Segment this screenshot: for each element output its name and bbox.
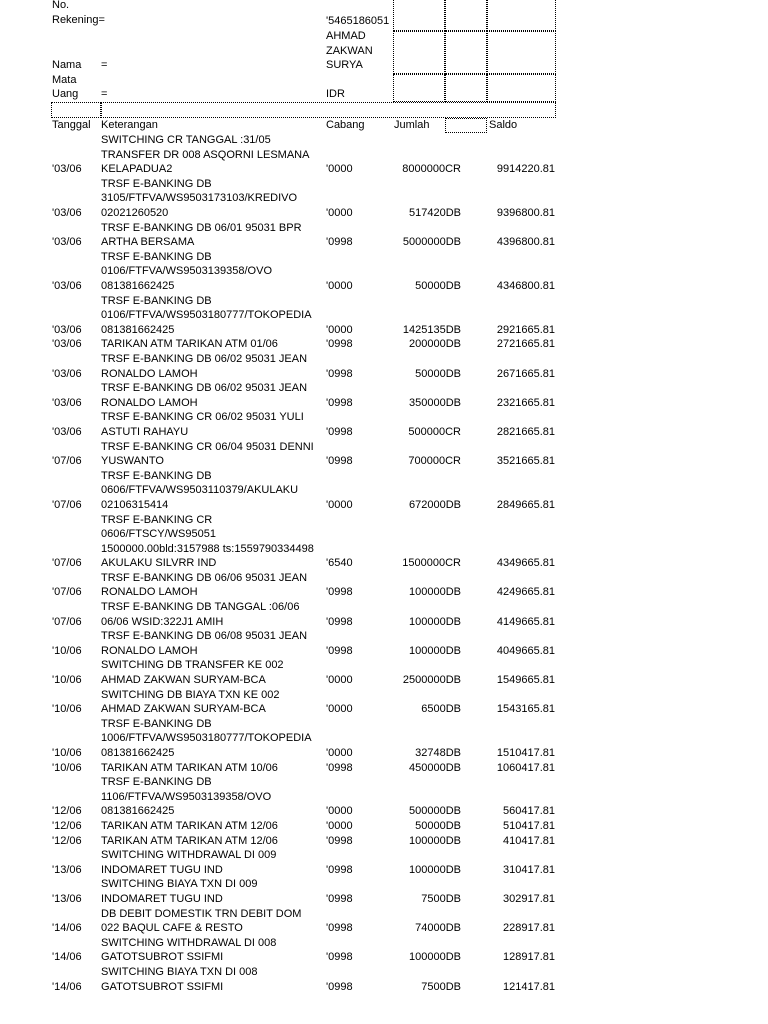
transaction-date: '03/06 bbox=[52, 396, 82, 409]
account-name-line-3: SURYA bbox=[326, 59, 363, 71]
transaction-date: '03/06 bbox=[52, 279, 82, 292]
transaction-date: '13/06 bbox=[52, 892, 82, 905]
transaction-branch: '0998 bbox=[326, 951, 353, 964]
transaction-amount: 74000DB bbox=[415, 922, 461, 935]
transaction-balance: 228917.81 bbox=[503, 922, 555, 935]
transaction-balance: 560417.81 bbox=[503, 805, 555, 818]
transaction-amount: 100000DB bbox=[409, 863, 461, 876]
description-line: 022 BAQUL CAFE & RESTO bbox=[101, 922, 243, 935]
transaction-balance: 1549665.81 bbox=[496, 674, 555, 687]
transaction-balance: 1543165.81 bbox=[496, 703, 555, 716]
transaction-row bbox=[0, 381, 768, 410]
transaction-date: '12/06 bbox=[52, 834, 82, 847]
description-line: RONALDO LAMOH bbox=[101, 396, 198, 409]
transaction-balance: 2921665.81 bbox=[496, 323, 555, 336]
transaction-amount: 200000DB bbox=[409, 338, 461, 351]
description-line: TRSF E-BANKING CR 06/04 95031 DENNI bbox=[101, 440, 314, 453]
header-cell-8 bbox=[445, 74, 487, 102]
description-line: TARIKAN ATM TARIKAN ATM 01/06 bbox=[101, 338, 278, 351]
header-cell-2 bbox=[445, 0, 487, 31]
transaction-row bbox=[0, 294, 768, 338]
transaction-balance: 4249665.81 bbox=[496, 586, 555, 599]
transaction-amount: 7500DB bbox=[421, 892, 461, 905]
description-line: TARIKAN ATM TARIKAN ATM 12/06 bbox=[101, 834, 278, 847]
column-header-amount: Jumlah bbox=[394, 119, 430, 131]
header-cell-3 bbox=[487, 0, 556, 31]
transaction-branch: '0998 bbox=[326, 644, 353, 657]
description-line: SWITCHING DB BIAYA TXN KE 002 bbox=[101, 688, 280, 701]
description-line: SWITCHING CR TANGGAL :31/05 bbox=[101, 134, 271, 146]
description-line: SWITCHING DB TRANSFER KE 002 bbox=[101, 659, 284, 672]
description-line: TRSF E-BANKING DB 06/08 95031 JEAN bbox=[101, 630, 308, 643]
description-line: 0606/FTFVA/WS9503110379/AKULAKU bbox=[101, 484, 299, 497]
description-line: TRSF E-BANKING DB bbox=[101, 776, 212, 789]
transaction-row bbox=[0, 761, 768, 776]
transaction-balance: 410417.81 bbox=[503, 834, 555, 847]
description-line: 0106/FTFVA/WS9503180777/TOKOPEDIA bbox=[101, 309, 312, 322]
description-line: 1106/FTFVA/WS9503139358/OVO bbox=[101, 790, 272, 803]
column-header-branch: Cabang bbox=[326, 119, 365, 131]
transaction-description bbox=[101, 469, 298, 513]
jumlah-header-cell bbox=[445, 118, 487, 133]
description-line: SWITCHING BIAYA TXN DI 008 bbox=[101, 965, 258, 978]
description-line: 081381662425 bbox=[101, 747, 175, 760]
transaction-branch: '0998 bbox=[326, 863, 353, 876]
description-line: ASTUTI RAHAYU bbox=[101, 425, 189, 438]
transaction-branch: '0000 bbox=[326, 805, 353, 818]
transaction-description bbox=[101, 965, 257, 994]
account-number: '5465186051 bbox=[326, 15, 390, 27]
description-line: TRSF E-BANKING DB TANGGAL :06/06 bbox=[101, 601, 300, 614]
transaction-row bbox=[0, 469, 768, 513]
transaction-amount: 100000DB bbox=[409, 834, 461, 847]
transaction-description bbox=[101, 571, 307, 600]
transaction-description bbox=[101, 819, 278, 834]
transaction-branch: '0998 bbox=[326, 396, 353, 409]
transaction-amount: 5000000DB bbox=[402, 236, 461, 249]
header-cell-9 bbox=[487, 74, 556, 102]
transaction-branch: '0000 bbox=[326, 674, 353, 687]
transaction-balance: 4349665.81 bbox=[496, 557, 555, 570]
transaction-description bbox=[101, 936, 276, 965]
transaction-amount: 517420DB bbox=[409, 206, 461, 219]
uang-equals: = bbox=[101, 88, 108, 100]
transaction-date: '10/06 bbox=[52, 761, 82, 774]
transaction-description bbox=[101, 834, 278, 849]
transaction-row bbox=[0, 848, 768, 877]
transaction-amount: 50000DB bbox=[415, 279, 461, 292]
header-cell-6 bbox=[487, 31, 556, 74]
transaction-branch: '0000 bbox=[326, 279, 353, 292]
description-line: TRSF E-BANKING DB bbox=[101, 469, 212, 482]
description-line: 0106/FTFVA/WS9503139358/OVO bbox=[101, 265, 272, 278]
transaction-date: '03/06 bbox=[52, 236, 82, 249]
transaction-branch: '0998 bbox=[326, 615, 353, 628]
transaction-balance: 4049665.81 bbox=[496, 644, 555, 657]
transaction-date: '14/06 bbox=[52, 980, 82, 993]
description-line: TARIKAN ATM TARIKAN ATM 10/06 bbox=[101, 761, 278, 774]
description-line: TRSF E-BANKING DB 06/02 95031 JEAN bbox=[101, 382, 308, 395]
transaction-amount: 500000DB bbox=[409, 805, 461, 818]
transaction-description bbox=[101, 658, 284, 687]
transaction-balance: 4396800.81 bbox=[496, 236, 555, 249]
transaction-row bbox=[0, 571, 768, 600]
transaction-amount: 1425135DB bbox=[402, 323, 461, 336]
nama-label: Nama bbox=[52, 59, 82, 71]
transaction-branch: '0000 bbox=[326, 498, 353, 511]
description-line: 081381662425 bbox=[101, 323, 175, 336]
transaction-branch: '0998 bbox=[326, 834, 353, 847]
transaction-balance: 510417.81 bbox=[503, 820, 555, 833]
description-line: RONALDO LAMOH bbox=[101, 644, 198, 657]
rekening-label: Rekening= bbox=[52, 14, 105, 26]
transaction-balance: 2721665.81 bbox=[496, 338, 555, 351]
description-line: 0606/FTSCY/WS95051 bbox=[101, 528, 216, 541]
transaction-balance: 310417.81 bbox=[503, 863, 555, 876]
transaction-description bbox=[101, 907, 301, 936]
transaction-amount: 100000DB bbox=[409, 644, 461, 657]
transaction-branch: '0000 bbox=[326, 820, 353, 833]
transaction-date: '10/06 bbox=[52, 703, 82, 716]
column-header-date: Tanggal bbox=[52, 119, 91, 131]
description-line: TRSF E-BANKING DB bbox=[101, 177, 212, 190]
transaction-branch: '0998 bbox=[326, 892, 353, 905]
transaction-amount: 1500000CR bbox=[402, 557, 461, 570]
description-line: SWITCHING WITHDRAWAL DI 008 bbox=[101, 936, 277, 949]
account-name-line-2: ZAKWAN bbox=[326, 45, 373, 57]
description-line: KELAPADUA2 bbox=[101, 163, 173, 176]
transaction-amount: 32748DB bbox=[415, 747, 461, 760]
description-line: SWITCHING BIAYA TXN DI 009 bbox=[101, 878, 258, 891]
transaction-description bbox=[101, 513, 314, 571]
transaction-row bbox=[0, 907, 768, 936]
transaction-branch: '0998 bbox=[326, 455, 353, 468]
transaction-amount: 500000CR bbox=[408, 425, 461, 438]
transaction-amount: 2500000DB bbox=[402, 674, 461, 687]
transaction-balance: 4346800.81 bbox=[496, 279, 555, 292]
transaction-row bbox=[0, 600, 768, 629]
transaction-branch: '0998 bbox=[326, 425, 353, 438]
description-line: TRSF E-BANKING DB 06/01 95031 BPR bbox=[101, 221, 302, 234]
transaction-amount: 672000DB bbox=[409, 498, 461, 511]
transaction-row bbox=[0, 410, 768, 439]
transaction-balance: 2849665.81 bbox=[496, 498, 555, 511]
description-line: YUSWANTO bbox=[101, 455, 164, 468]
transaction-date: '10/06 bbox=[52, 674, 82, 687]
header-cell-4 bbox=[393, 31, 445, 74]
spacer-cell-2 bbox=[101, 102, 556, 118]
transaction-date: '03/06 bbox=[52, 367, 82, 380]
transaction-branch: '0998 bbox=[326, 586, 353, 599]
transaction-description bbox=[101, 775, 271, 819]
description-line: AKULAKU SILVRR IND bbox=[101, 557, 217, 570]
transaction-balance: 302917.81 bbox=[503, 892, 555, 905]
transaction-row bbox=[0, 819, 768, 834]
transaction-description bbox=[101, 717, 312, 761]
description-line: 02021260520 bbox=[101, 206, 169, 219]
transaction-balance: 1060417.81 bbox=[496, 761, 555, 774]
description-line: TRSF E-BANKING DB bbox=[101, 717, 212, 730]
transaction-branch: '0998 bbox=[326, 922, 353, 935]
transaction-date: '10/06 bbox=[52, 747, 82, 760]
transaction-description bbox=[101, 148, 309, 177]
transaction-branch: '0998 bbox=[326, 980, 353, 993]
transaction-balance: 128917.81 bbox=[503, 951, 555, 964]
transaction-row bbox=[0, 717, 768, 761]
description-line: AHMAD ZAKWAN SURYAM-BCA bbox=[101, 674, 266, 687]
transaction-branch: '0000 bbox=[326, 323, 353, 336]
transaction-amount: 450000DB bbox=[409, 761, 461, 774]
transaction-branch: '0998 bbox=[326, 761, 353, 774]
transaction-date: '03/06 bbox=[52, 323, 82, 336]
transaction-date: '14/06 bbox=[52, 951, 82, 964]
transaction-date: '07/06 bbox=[52, 557, 82, 570]
transaction-balance: 4149665.81 bbox=[496, 615, 555, 628]
transaction-date: '12/06 bbox=[52, 820, 82, 833]
transaction-row bbox=[0, 440, 768, 469]
transaction-branch: '0998 bbox=[326, 367, 353, 380]
description-line: GATOTSUBROT SSIFMI bbox=[101, 951, 224, 964]
transaction-date: '12/06 bbox=[52, 805, 82, 818]
transaction-branch: '0000 bbox=[326, 747, 353, 760]
description-line: INDOMARET TUGU IND bbox=[101, 863, 223, 876]
transaction-date: '03/06 bbox=[52, 338, 82, 351]
transaction-row bbox=[0, 177, 768, 221]
description-line: TRSF E-BANKING CR bbox=[101, 513, 213, 526]
description-line: ARTHA BERSAMA bbox=[101, 236, 195, 249]
transaction-row bbox=[0, 513, 768, 571]
transaction-amount: 100000DB bbox=[409, 951, 461, 964]
transaction-amount: 350000DB bbox=[409, 396, 461, 409]
transaction-amount: 6500DB bbox=[421, 703, 461, 716]
nama-equals: = bbox=[101, 59, 108, 71]
transaction-description bbox=[101, 352, 307, 381]
transaction-description bbox=[101, 337, 278, 352]
transaction-description bbox=[101, 848, 276, 877]
description-line: AHMAD ZAKWAN SURYAM-BCA bbox=[101, 703, 266, 716]
description-line: 06/06 WSID:322J1 AMIH bbox=[101, 615, 224, 628]
transaction-row bbox=[0, 221, 768, 250]
transaction-description bbox=[101, 761, 278, 776]
column-header-balance: Saldo bbox=[489, 119, 518, 131]
transaction-row bbox=[0, 629, 768, 658]
uang-label: Uang bbox=[52, 88, 79, 100]
transaction-amount: 700000CR bbox=[408, 455, 461, 468]
description-line: INDOMARET TUGU IND bbox=[101, 892, 223, 905]
transaction-description bbox=[101, 294, 312, 338]
transaction-date: '14/06 bbox=[52, 922, 82, 935]
transaction-date: '07/06 bbox=[52, 586, 82, 599]
description-line: RONALDO LAMOH bbox=[101, 367, 198, 380]
header-cell-1 bbox=[393, 0, 445, 31]
transaction-row bbox=[0, 658, 768, 687]
transaction-description bbox=[101, 410, 304, 439]
transaction-balance: 2321665.81 bbox=[496, 396, 555, 409]
transaction-description bbox=[101, 133, 271, 148]
transaction-date: '13/06 bbox=[52, 863, 82, 876]
transaction-row bbox=[0, 337, 768, 352]
transaction-description bbox=[101, 177, 297, 221]
description-line: TRANSFER DR 008 ASQORNI LESMANA bbox=[101, 148, 310, 161]
transaction-amount: 50000DB bbox=[415, 367, 461, 380]
transaction-description bbox=[101, 688, 280, 717]
description-line: TRSF E-BANKING DB 06/02 95031 JEAN bbox=[101, 352, 308, 365]
transaction-date: '10/06 bbox=[52, 644, 82, 657]
transaction-description bbox=[101, 250, 272, 294]
transaction-row bbox=[0, 688, 768, 717]
transaction-date: '07/06 bbox=[52, 455, 82, 468]
description-line: TARIKAN ATM TARIKAN ATM 12/06 bbox=[101, 820, 278, 833]
transaction-amount: 100000DB bbox=[409, 615, 461, 628]
transaction-date: '03/06 bbox=[52, 425, 82, 438]
transaction-description bbox=[101, 600, 299, 629]
transaction-description bbox=[101, 877, 257, 906]
transaction-amount: 8000000CR bbox=[402, 163, 461, 176]
currency-value: IDR bbox=[326, 88, 345, 100]
description-line: GATOTSUBROT SSIFMI bbox=[101, 980, 224, 993]
transaction-branch: '0998 bbox=[326, 338, 353, 351]
transaction-amount: 100000DB bbox=[409, 586, 461, 599]
description-line: 081381662425 bbox=[101, 805, 175, 818]
transaction-row bbox=[0, 133, 768, 148]
header-cell-5 bbox=[445, 31, 487, 74]
transaction-balance: 3521665.81 bbox=[496, 455, 555, 468]
transaction-row bbox=[0, 352, 768, 381]
description-line: DB DEBIT DOMESTIK TRN DEBIT DOM bbox=[101, 907, 302, 920]
transaction-balance: 1510417.81 bbox=[496, 747, 555, 760]
description-line: 1006/FTFVA/WS9503180777/TOKOPEDIA bbox=[101, 732, 312, 745]
description-line: 081381662425 bbox=[101, 279, 175, 292]
transaction-amount: 50000DB bbox=[415, 820, 461, 833]
description-line: TRSF E-BANKING CR 06/02 95031 YULI bbox=[101, 411, 304, 424]
transaction-row bbox=[0, 775, 768, 819]
transaction-row bbox=[0, 250, 768, 294]
transaction-row bbox=[0, 965, 768, 994]
no-label: No. bbox=[52, 0, 70, 11]
transaction-description bbox=[101, 221, 302, 250]
transaction-balance: 9914220.81 bbox=[496, 163, 555, 176]
transaction-date: '07/06 bbox=[52, 615, 82, 628]
description-line: TRSF E-BANKING DB 06/06 95031 JEAN bbox=[101, 571, 308, 584]
description-line: SWITCHING WITHDRAWAL DI 009 bbox=[101, 849, 277, 862]
transaction-row bbox=[0, 877, 768, 906]
transaction-branch: '0998 bbox=[326, 236, 353, 249]
header-cell-7 bbox=[393, 74, 445, 102]
description-line: 1500000.00bld:3157988 ts:1559790334498 bbox=[101, 542, 314, 555]
transaction-description bbox=[101, 629, 307, 658]
transaction-date: '03/06 bbox=[52, 206, 82, 219]
transaction-branch: '0000 bbox=[326, 703, 353, 716]
transaction-description bbox=[101, 440, 314, 469]
transaction-branch: '0000 bbox=[326, 206, 353, 219]
description-line: 02106315414 bbox=[101, 498, 169, 511]
transaction-date: '03/06 bbox=[52, 163, 82, 176]
account-name-line-1: AHMAD bbox=[326, 30, 366, 42]
transaction-row bbox=[0, 834, 768, 849]
column-header-description: Keterangan bbox=[101, 119, 158, 131]
transaction-date: '07/06 bbox=[52, 498, 82, 511]
transaction-balance: 2821665.81 bbox=[496, 425, 555, 438]
transaction-balance: 2671665.81 bbox=[496, 367, 555, 380]
transaction-branch: '6540 bbox=[326, 557, 353, 570]
spacer-cell-1 bbox=[51, 102, 101, 118]
transaction-row bbox=[0, 148, 768, 177]
transaction-row bbox=[0, 936, 768, 965]
mata-label: Mata bbox=[52, 74, 77, 86]
description-line: RONALDO LAMOH bbox=[101, 586, 198, 599]
transaction-branch: '0000 bbox=[326, 163, 353, 176]
description-line: 3105/FTFVA/WS9503173103/KREDIVO bbox=[101, 192, 298, 205]
transaction-balance: 121417.81 bbox=[503, 980, 555, 993]
transaction-balance: 9396800.81 bbox=[496, 206, 555, 219]
description-line: TRSF E-BANKING DB bbox=[101, 294, 212, 307]
transaction-amount: 7500DB bbox=[421, 980, 461, 993]
transaction-list bbox=[0, 133, 768, 994]
transaction-description bbox=[101, 381, 307, 410]
description-line: TRSF E-BANKING DB bbox=[101, 250, 212, 263]
